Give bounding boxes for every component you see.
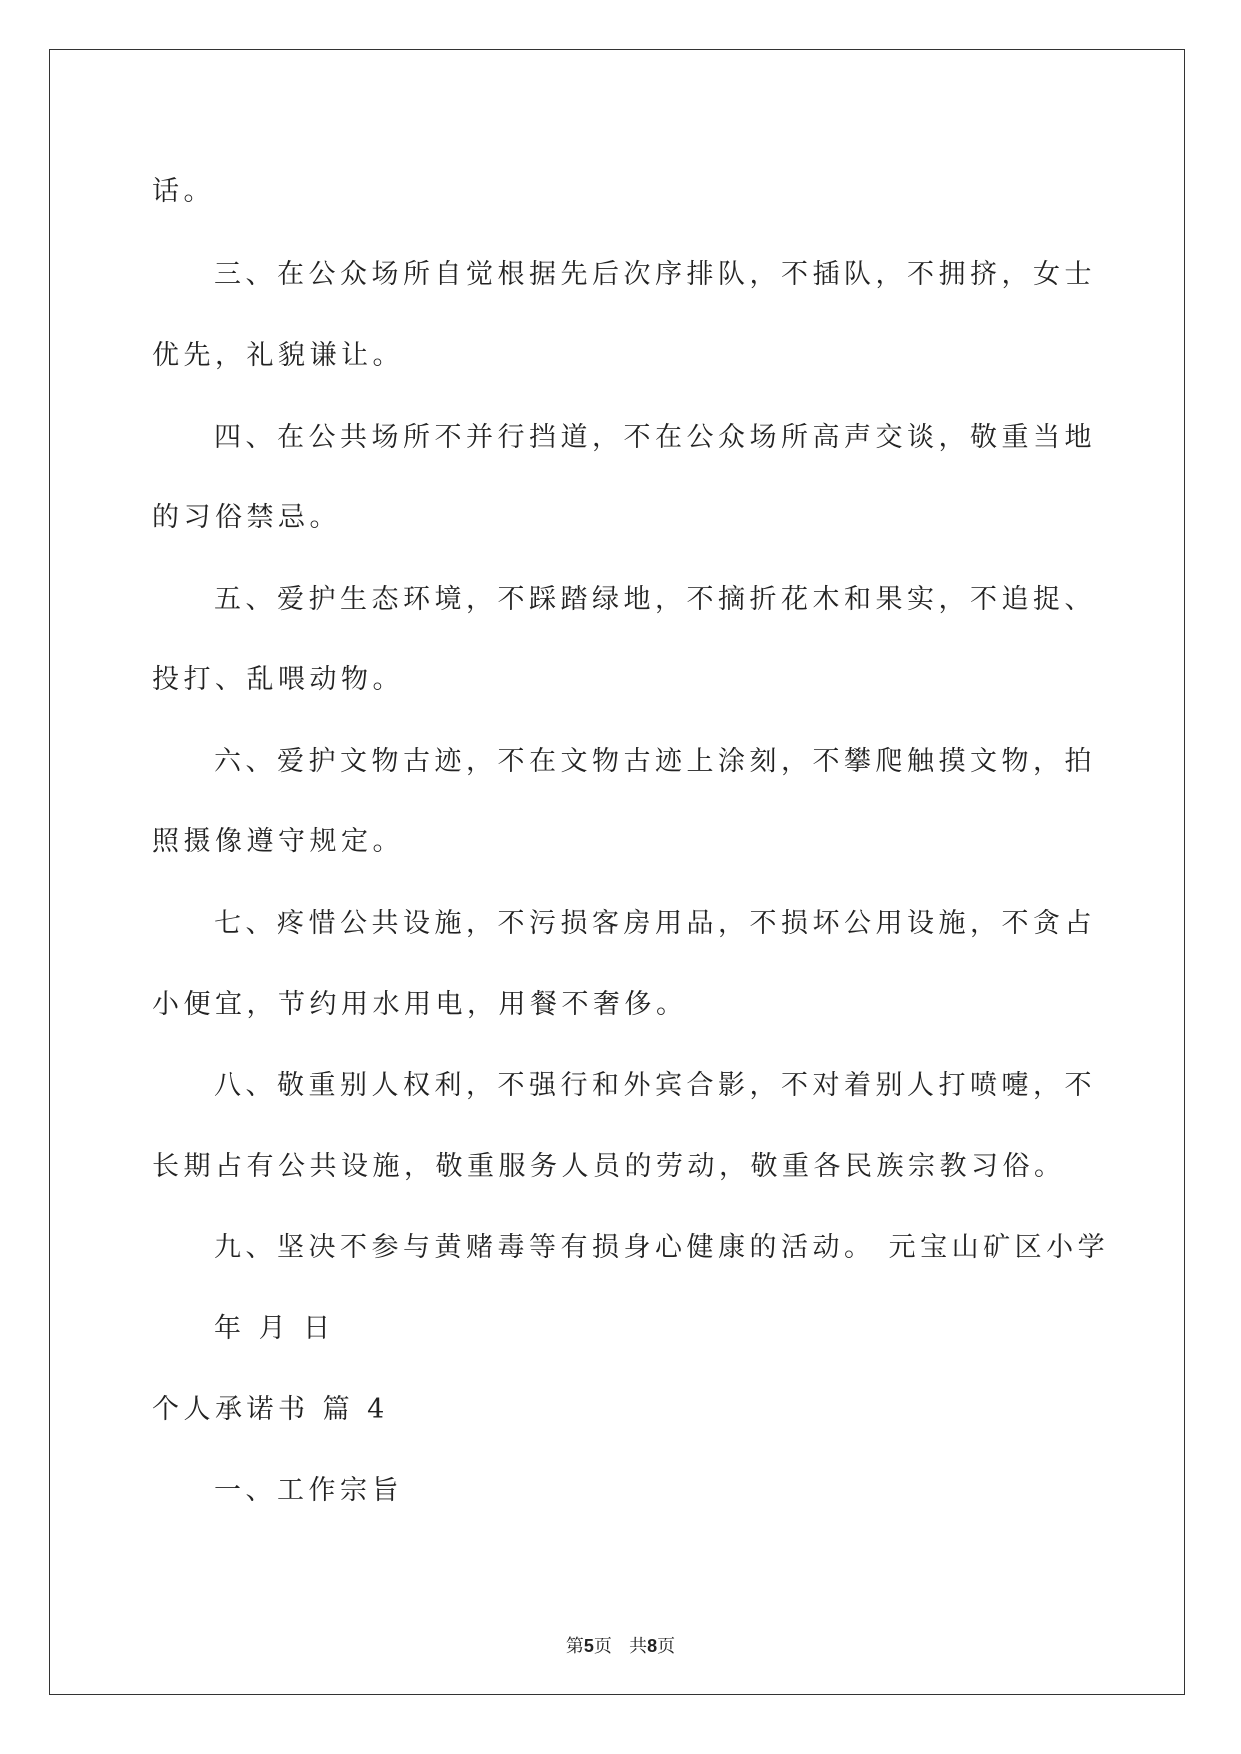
text-line: 八、敬重别人权利，不强行和外宾合影，不对着别人打喷嚏，不 <box>214 1070 1096 1101</box>
footer-middle: 页 共 <box>593 1636 648 1657</box>
text-line: 六、爱护文物古迹，不在文物古迹上涂刻，不攀爬触摸文物，拍 <box>214 746 1096 777</box>
page-border <box>49 49 1185 1695</box>
text-line: 一、工作宗旨 <box>214 1475 403 1506</box>
text-line: 七、疼惜公共设施，不污损客房用品，不损坏公用设施，不贪占 <box>214 908 1096 939</box>
text-line: 长期占有公共设施，敬重服务人员的劳动，敬重各民族宗教习俗。 <box>152 1151 1066 1182</box>
text-line: 五、爱护生态环境，不踩踏绿地，不摘折花木和果实，不追捉、 <box>214 584 1096 615</box>
total-page-number: 8 <box>647 1636 658 1656</box>
text-line: 投打、乱喂动物。 <box>152 664 404 695</box>
footer-prefix: 第 <box>565 1636 584 1657</box>
text-line: 优先，礼貌谦让。 <box>152 340 404 371</box>
text-line: 的习俗禁忌。 <box>152 502 341 533</box>
text-line: 个人承诺书 篇 4 <box>152 1394 389 1425</box>
text-line: 小便宜，节约用水用电，用餐不奢侈。 <box>152 989 688 1020</box>
text-line: 九、坚决不参与黄赌毒等有损身心健康的活动。 元宝山矿区小学 <box>214 1232 1110 1263</box>
text-line: 照摄像遵守规定。 <box>152 826 404 857</box>
text-line: 话。 <box>152 176 215 207</box>
text-line: 年 月 日 <box>214 1313 335 1344</box>
text-line: 四、在公共场所不并行挡道，不在公众场所高声交谈，敬重当地 <box>214 422 1096 453</box>
footer-suffix: 页 <box>657 1636 676 1657</box>
text-line: 三、在公众场所自觉根据先后次序排队，不插队，不拥挤，女士 <box>214 259 1096 290</box>
page-footer <box>0 1632 1241 1658</box>
current-page-number: 5 <box>583 1636 594 1656</box>
